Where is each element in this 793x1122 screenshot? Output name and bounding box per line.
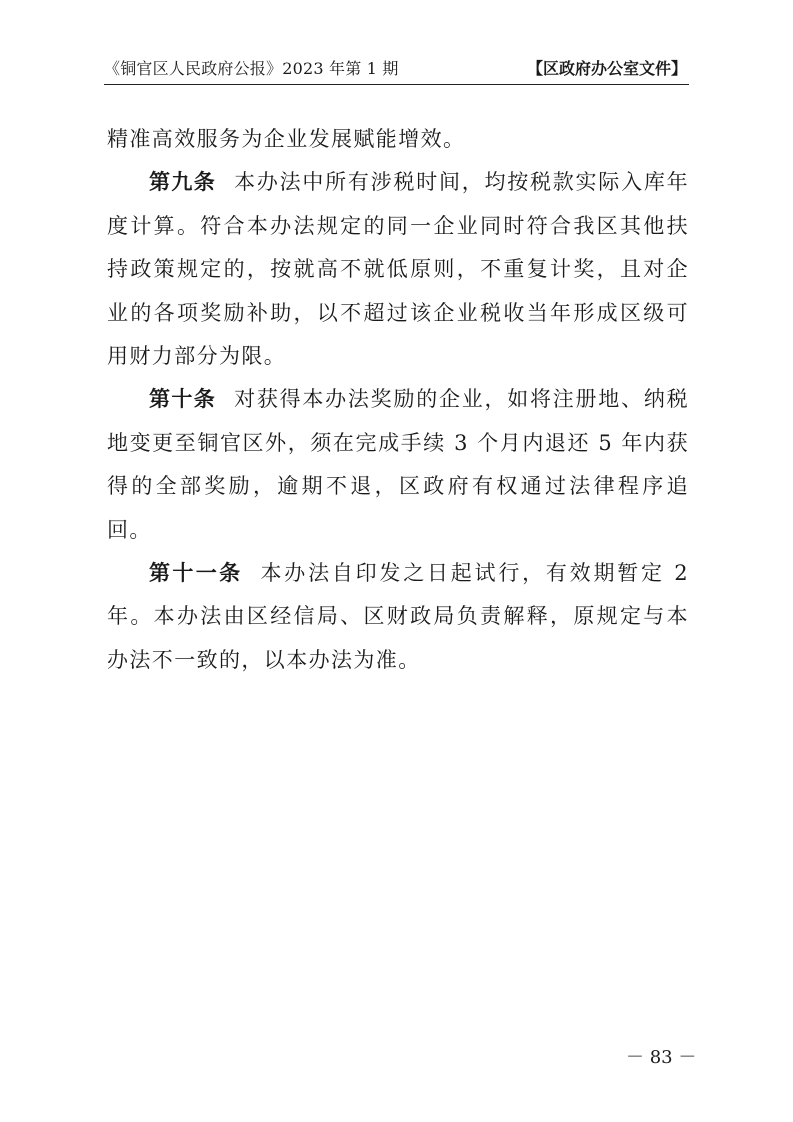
document-body (107, 118, 689, 682)
article-10-title: 第十条 (149, 387, 217, 412)
article-11 (107, 552, 689, 682)
article-11-title: 第十一条 (149, 561, 243, 586)
article-11-text: 本办法自印发之日起试行，有效期暂定 2 年。本办法由区经信局、区财政局负责解释，原规定与本办法不一致的，以本办法为准。 (107, 561, 690, 672)
article-10 (107, 378, 689, 552)
paragraph-continuation: 精准高效服务为企业发展赋能增效。 (107, 127, 466, 151)
article-9 (107, 161, 689, 378)
page-header (104, 50, 689, 85)
page-number: － 83 － (626, 1047, 697, 1068)
article-9-text: 本办法中所有涉税时间，均按税款实际入库年度计算。符合本办法规定的同一企业同时符合我区其他扶持政策规定的，按就高不就低原则，不重复计奖，且对企业的各项奖励补助，以不超过该企业税收当年形成区级可用财力部分为限。 (107, 170, 690, 369)
section-label: 【区政府办公室文件】 (526, 59, 687, 78)
gazette-title: 《铜官区人民政府公报》2023 年第 1 期 (104, 59, 399, 78)
article-9-title: 第九条 (149, 170, 217, 195)
article-10-text: 对获得本办法奖励的企业，如将注册地、纳税地变更至铜官区外，须在完成手续 3 个月内退还 5 年内获得的全部奖励，逾期不退，区政府有权通过法律程序追回。 (107, 387, 690, 542)
